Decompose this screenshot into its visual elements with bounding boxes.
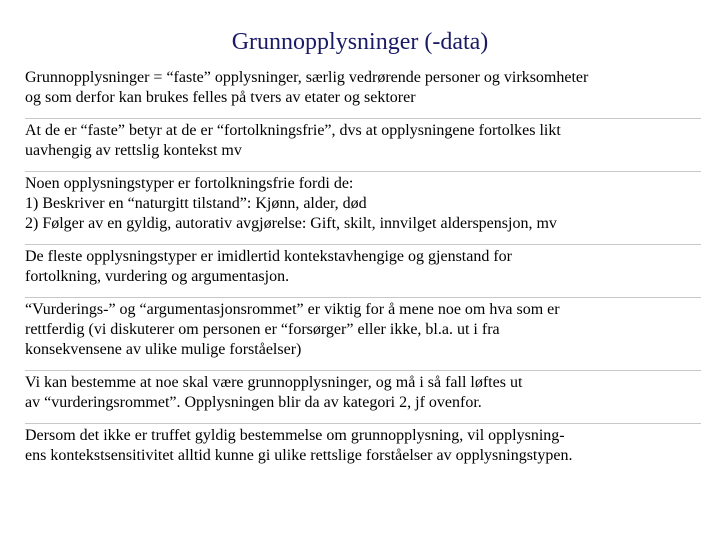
paragraph-vurderingsrommet: [25, 297, 705, 360]
text-line: uavhengig av rettslig kontekst mv: [25, 142, 242, 159]
text-line: Dersom det ikke er truffet gyldig bestemmelse om grunnopplysning, vil opplysning-: [25, 427, 565, 444]
paragraph-grunnopplysninger-definition: [25, 68, 705, 108]
text-line: rettferdig (vi diskuterer om personen er “forsørger” eller ikke, bl.a. ut i fra: [25, 321, 500, 338]
paragraph-kontekstsensitivitet: [25, 423, 705, 466]
text-line: konsekvensene av ulike mulige forståelser): [25, 341, 302, 358]
text-line: fortolkning, vurdering og argumentasjon.: [25, 268, 290, 285]
text-line: De fleste opplysningstyper er imidlertid kontekstavhengige og gjenstand for: [25, 248, 512, 265]
text-line: og som derfor kan brukes felles på tvers av etater og sektorer: [25, 89, 416, 106]
text-line: “Vurderings-” og “argumentasjonsrommet” er viktig for å mene noe om hva som er: [25, 301, 560, 318]
text-line: Noen opplysningstyper er fortolkningsfrie fordi de:: [25, 175, 354, 192]
text-line: ens kontekstsensitivitet alltid kunne gi ulike rettslige forståelser av opplysningstypen.: [25, 447, 573, 464]
text-line: At de er “faste” betyr at de er “fortolkningsfrie”, dvs at opplysningene fortolkes likt: [25, 122, 561, 139]
paragraph-divider: [25, 370, 701, 371]
text-line: av “vurderingsrommet”. Opplysningen blir da av kategori 2, jf ovenfor.: [25, 394, 482, 411]
text-line: Vi kan bestemme at noe skal være grunnopplysninger, og må i så fall løftes ut: [25, 374, 523, 391]
slide-body: [25, 68, 705, 476]
paragraph-divider: [25, 297, 701, 298]
paragraph-divider: [25, 118, 701, 119]
paragraph-bestemme-grunnopplysninger: [25, 370, 705, 413]
paragraph-kontekstavhengige: [25, 244, 705, 287]
paragraph-faste-meaning: [25, 118, 705, 161]
text-line: Grunnopplysninger = “faste” opplysninger, særlig vedrørende personer og virksomheter: [25, 69, 589, 86]
paragraph-divider: [25, 423, 701, 424]
slide-title: Grunnopplysninger (-data): [231, 29, 489, 55]
paragraph-fortolkningsfrie-types: [25, 171, 705, 234]
text-line: 2) Følger av en gyldig, autorativ avgjørelse: Gift, skilt, innvilget alderspensjon, mv: [25, 215, 557, 232]
paragraph-divider: [25, 171, 701, 172]
paragraph-divider: [25, 244, 701, 245]
text-line: 1) Beskriver en “naturgitt tilstand”: Kjønn, alder, død: [25, 195, 367, 212]
